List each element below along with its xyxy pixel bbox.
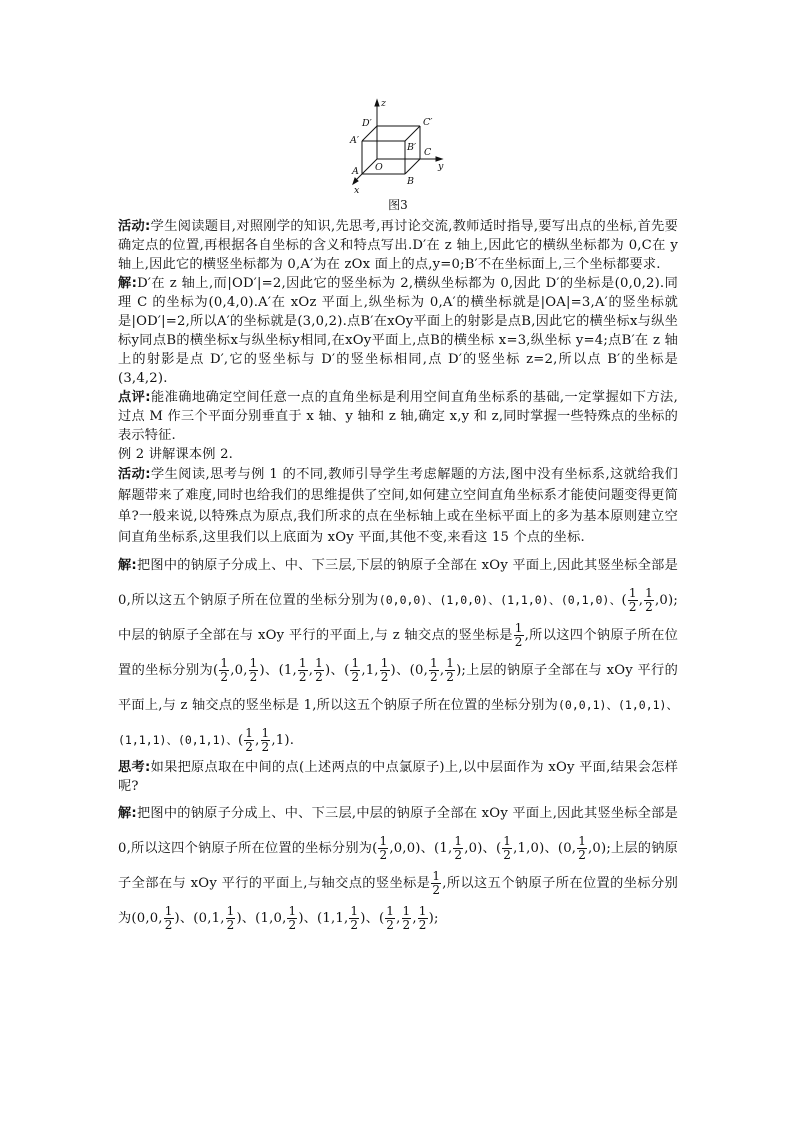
label-d-prime: D′ — [362, 118, 372, 129]
label-x: x — [354, 185, 360, 194]
figure-caption: 图3 — [388, 198, 408, 212]
comment-1: 点评:能准确地确定空间任意一点的直角坐标是利用空间直角坐标系的基础,一定掌握如下方法,过点 M 作三个平面分别垂直于 x 轴、y 轴和 z 轴,确定 x,y 和 z,同时掌握一些特殊点的坐标的表示特征. — [118, 390, 679, 443]
label-y: y — [438, 161, 444, 172]
label-b-prime: B′ — [407, 142, 417, 153]
label-b: B — [407, 176, 414, 187]
label-c: C — [424, 147, 432, 158]
solution-1: 解:D′在 z 轴上,而|OD′|=2,因此它的竖坐标为 2,横纵坐标都为 0,因此 D′的坐标是(0,0,2).同理 C 的坐标为(0,4,0).A′在 xOz 平面上,纵坐标为 0,A′的横坐标就是|OA|=3,A′的竖坐标就是|OD′|=2,所以A′的坐标就是(3,0,2).点B′在xOy平面上的射影是点B,因此它的横坐标x与纵坐标y同点B的横坐标x与纵坐标y相同,在xOy平面上,点B的横坐标 x=3,纵坐标 y=4;点B′在 z 轴上的射影是点 D′,它的竖坐标与 D′的竖坐标相同,点 D′的竖坐标 z=2,所以点 B′的坐标是(3,4,2). — [118, 276, 678, 386]
cube-diagram — [348, 96, 488, 194]
cube-figure — [348, 96, 488, 194]
think: 思考:如果把原点取在中间的点(上述两点的中点氯原子)上,以中层面作为 xOy 平面,结果会怎样呢? — [118, 760, 678, 794]
solution-2: 解:把图中的钠原子分成上、中、下三层,下层的钠原子全部在 xOy 平面上,因此其竖坐标全部是 0,所以这五个钠原子所在位置的坐标分别为(0,0,0)、(1,0,0)、(1,1,0)、(0,1,0)、( $\frac{1}{2}$ , $\frac{1}{2}$ ,0);中层的钠原子全部在与 xOy 平行的平面上,与 z 轴交点的竖坐标是 $\frac{1}{2}$ ,所以这四个钠原子所在位置的坐标分别为( $\frac{1}{2}$ ,0, $\frac{1}{2}$ )、(1, $\frac{1}{2}$ , $\frac{1}{2}$ )、( $\frac{1}{2}$ ,1, $\frac{1}{2}$ )、(0, $\frac{1}{2}$ , $\frac{1}{2}$ );上层的钠原子全部在与 xOy 平行的平面上,与 z 轴交点的竖坐标是 1,所以这五个钠原子所在位置的坐标分别为(0,0,1)、(1,0,1)、(1,1,1)、(0,1,1)、( $\frac{1}{2}$ , $\frac{1}{2}$ ,1). — [118, 558, 679, 754]
label-c-prime: C′ — [423, 117, 433, 128]
example-2: 例 2 讲解课本例 2. — [118, 447, 234, 462]
activity-2: 活动:学生阅读,思考与例 1 的不同,教师引导学生考虑解题的方法,图中没有坐标系,这就给我们解题带来了难度,同时也给我们的思维提供了空间,如何建立空间直角坐标系才能使问题变得更简单?一般来说,以特殊点为原点,我们所求的点在坐标轴上或在坐标平面上的多为基本原则建立空间直角坐标系,这里我们以上底面为 xOy 平面,其他不变,来看这 15 个点的坐标. — [118, 467, 679, 545]
label-a: A — [352, 166, 359, 177]
activity-1: 活动:学生阅读题目,对照刚学的知识,先思考,再讨论交流,教师适时指导,要写出点的坐标,首先要确定点的位置,再根据各自坐标的含义和特点写出.D′在 z 轴上,因此它的横纵坐标都为 0,C在 y 轴上,因此它的横竖坐标都为 0,A′为在 zOx 面上的点,y=0;B′不在坐标面上,三个坐标都要求. — [118, 219, 679, 272]
label-a-prime: A′ — [350, 135, 360, 146]
solution-3: 解:把图中的钠原子分成上、中、下三层,中层的钠原子全部在 xOy 平面上,因此其竖坐标全部是 0,所以这四个钠原子所在位置的坐标分别为( $\frac{1}{2}$ ,0,0)、(1, $\frac{1}{2}$ ,0)、( $\frac{1}{2}$ ,1,0)、(0, $\frac{1}{2}$ ,0);上层的钠原子全部在与 xOy 平行的平面上,与轴交点的竖坐标是 $\frac{1}{2}$ ,所以这五个钠原子所在位置的坐标分别为(0,0, $\frac{1}{2}$ )、(0,1, $\frac{1}{2}$ )、(1,0, $\frac{1}{2}$ )、(1,1, $\frac{1}{2}$ )、( $\frac{1}{2}$ , $\frac{1}{2}$ , $\frac{1}{2}$ ); — [118, 806, 678, 932]
label-o: O — [375, 162, 383, 173]
document-page — [118, 96, 678, 936]
label-z: z — [381, 98, 387, 109]
